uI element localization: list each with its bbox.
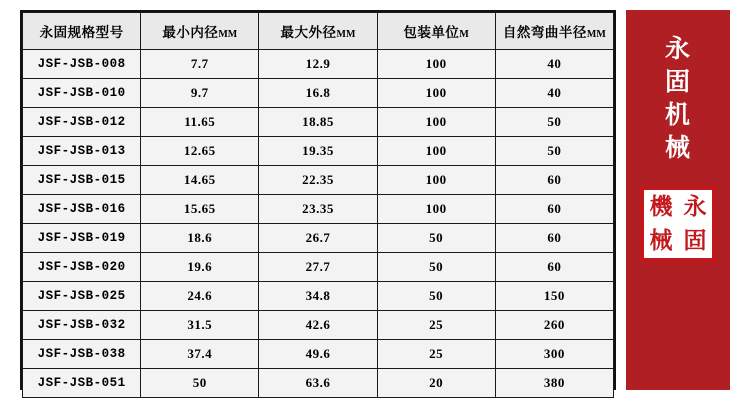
column-header-min-inner-diameter-unit: MM [218, 29, 238, 40]
cell-bend-radius: 60 [495, 253, 613, 282]
cell-model: JSF-JSB-008 [23, 50, 141, 79]
column-header-model-label: 永固规格型号 [39, 25, 124, 40]
seal-char: 固 [683, 227, 707, 254]
cell-min-inner-diameter: 7.7 [141, 50, 259, 79]
cell-packing-unit: 100 [377, 50, 495, 79]
cell-min-inner-diameter: 9.7 [141, 79, 259, 108]
cell-min-inner-diameter: 50 [141, 369, 259, 398]
seal-char: 機 [649, 193, 673, 220]
cell-bend-radius: 260 [495, 311, 613, 340]
column-header-model [23, 13, 141, 50]
table-row [23, 224, 614, 253]
specification-table [22, 12, 614, 398]
specification-table-container [20, 10, 616, 390]
table-header [23, 13, 614, 50]
table-row [23, 50, 614, 79]
cell-max-outer-diameter: 19.35 [259, 137, 377, 166]
cell-bend-radius: 60 [495, 195, 613, 224]
cell-max-outer-diameter: 23.35 [259, 195, 377, 224]
column-header-packing-unit-label: 包装单位 [403, 25, 460, 40]
cell-model: JSF-JSB-010 [23, 79, 141, 108]
cell-min-inner-diameter: 11.65 [141, 108, 259, 137]
cell-model: JSF-JSB-051 [23, 369, 141, 398]
cell-max-outer-diameter: 26.7 [259, 224, 377, 253]
table-row [23, 282, 614, 311]
cell-min-inner-diameter: 14.65 [141, 166, 259, 195]
cell-min-inner-diameter: 15.65 [141, 195, 259, 224]
cell-bend-radius: 300 [495, 340, 613, 369]
column-header-bend-radius [495, 13, 613, 50]
brand-name-vertical [626, 32, 730, 164]
cell-model: JSF-JSB-032 [23, 311, 141, 340]
cell-model: JSF-JSB-016 [23, 195, 141, 224]
column-header-bend-radius-unit: MM [586, 29, 606, 40]
column-header-packing-unit [377, 13, 495, 50]
column-header-bend-radius-label: 自然弯曲半径 [502, 25, 587, 40]
cell-model: JSF-JSB-025 [23, 282, 141, 311]
cell-bend-radius: 60 [495, 166, 613, 195]
cell-bend-radius: 50 [495, 108, 613, 137]
table-row [23, 369, 614, 398]
cell-packing-unit: 100 [377, 166, 495, 195]
cell-min-inner-diameter: 31.5 [141, 311, 259, 340]
cell-max-outer-diameter: 22.35 [259, 166, 377, 195]
cell-model: JSF-JSB-015 [23, 166, 141, 195]
cell-max-outer-diameter: 42.6 [259, 311, 377, 340]
cell-max-outer-diameter: 63.6 [259, 369, 377, 398]
cell-packing-unit: 20 [377, 369, 495, 398]
brand-char: 永 [664, 34, 691, 63]
cell-packing-unit: 100 [377, 79, 495, 108]
cell-min-inner-diameter: 18.6 [141, 224, 259, 253]
table-row [23, 137, 614, 166]
cell-max-outer-diameter: 12.9 [259, 50, 377, 79]
cell-packing-unit: 25 [377, 311, 495, 340]
table-row [23, 108, 614, 137]
cell-min-inner-diameter: 12.65 [141, 137, 259, 166]
brand-char: 械 [664, 133, 691, 162]
cell-model: JSF-JSB-019 [23, 224, 141, 253]
cell-max-outer-diameter: 16.8 [259, 79, 377, 108]
table-row [23, 79, 614, 108]
seal-char: 械 [649, 227, 673, 254]
cell-model: JSF-JSB-013 [23, 137, 141, 166]
cell-bend-radius: 150 [495, 282, 613, 311]
company-seal-stamp [640, 186, 716, 262]
cell-min-inner-diameter: 24.6 [141, 282, 259, 311]
table-row [23, 166, 614, 195]
cell-model: JSF-JSB-020 [23, 253, 141, 282]
column-header-min-inner-diameter-label: 最小内径 [162, 25, 219, 40]
column-header-packing-unit-unit: M [459, 29, 469, 40]
cell-bend-radius: 40 [495, 50, 613, 79]
cell-packing-unit: 100 [377, 195, 495, 224]
cell-max-outer-diameter: 34.8 [259, 282, 377, 311]
cell-packing-unit: 25 [377, 340, 495, 369]
column-header-max-outer-diameter-label: 最大外径 [280, 25, 337, 40]
cell-bend-radius: 50 [495, 137, 613, 166]
cell-max-outer-diameter: 49.6 [259, 340, 377, 369]
column-header-max-outer-diameter [259, 13, 377, 50]
column-header-max-outer-diameter-unit: MM [336, 29, 356, 40]
brand-banner [626, 10, 730, 390]
table-row [23, 195, 614, 224]
table-row [23, 253, 614, 282]
table-body [23, 50, 614, 398]
cell-packing-unit: 50 [377, 282, 495, 311]
brand-char: 固 [664, 67, 691, 96]
cell-min-inner-diameter: 37.4 [141, 340, 259, 369]
cell-bend-radius: 380 [495, 369, 613, 398]
cell-packing-unit: 50 [377, 253, 495, 282]
cell-packing-unit: 100 [377, 108, 495, 137]
brand-char: 机 [664, 100, 691, 129]
table-row [23, 340, 614, 369]
cell-model: JSF-JSB-012 [23, 108, 141, 137]
cell-max-outer-diameter: 27.7 [259, 253, 377, 282]
cell-packing-unit: 50 [377, 224, 495, 253]
cell-bend-radius: 60 [495, 224, 613, 253]
cell-min-inner-diameter: 19.6 [141, 253, 259, 282]
cell-model: JSF-JSB-038 [23, 340, 141, 369]
column-header-min-inner-diameter [141, 13, 259, 50]
table-header-row [23, 13, 614, 50]
seal-char: 永 [683, 193, 707, 220]
cell-bend-radius: 40 [495, 79, 613, 108]
cell-packing-unit: 100 [377, 137, 495, 166]
table-row [23, 311, 614, 340]
cell-max-outer-diameter: 18.85 [259, 108, 377, 137]
